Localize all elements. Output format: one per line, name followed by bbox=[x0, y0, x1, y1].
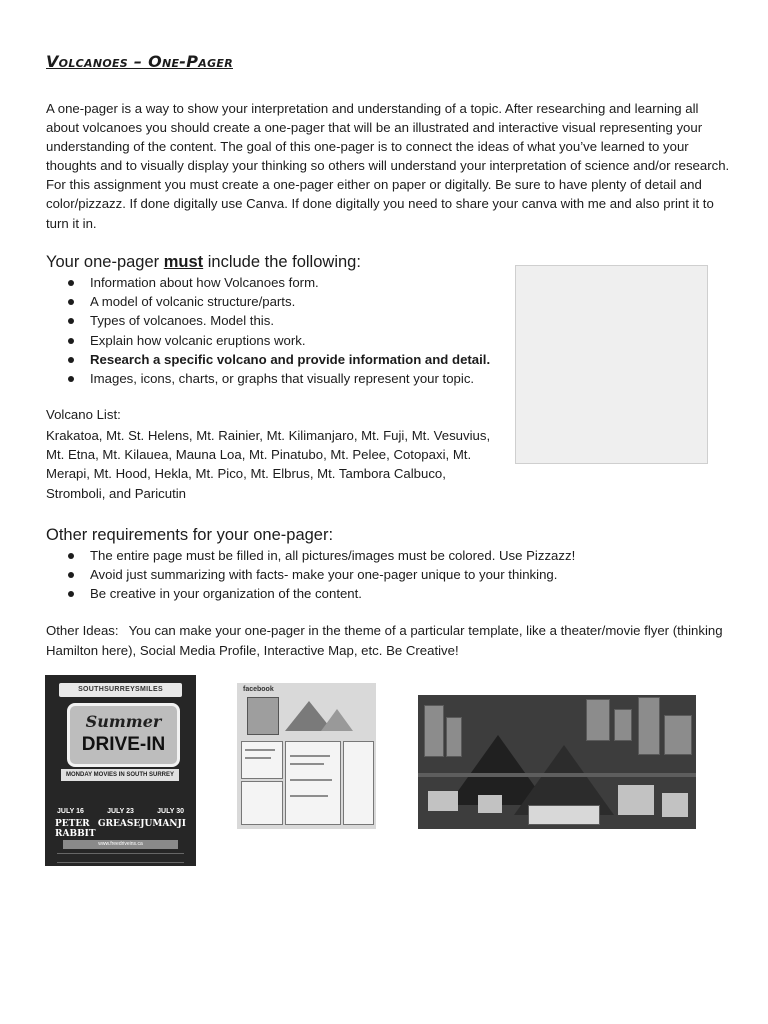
building-shape bbox=[664, 715, 692, 755]
list-item bbox=[62, 584, 575, 603]
image-placeholder bbox=[515, 265, 708, 464]
list-item-text: The entire page must be filled in, all pictures/images must be colored. Use Pizzazz! bbox=[90, 548, 576, 563]
building-shape bbox=[478, 795, 502, 813]
text-line bbox=[290, 795, 328, 797]
list-item bbox=[62, 369, 490, 388]
profile-header: facebook bbox=[243, 686, 274, 693]
must-include-list bbox=[62, 273, 490, 388]
poster-banner: MONDAY MOVIES IN SOUTH SURREY bbox=[61, 769, 179, 781]
list-item-text: Types of volcanoes. Model this. bbox=[90, 313, 274, 329]
building-shape bbox=[528, 805, 600, 825]
text-line bbox=[290, 763, 324, 765]
other-ideas-text: You can make your one-pager in the theme of a particular template, like a theater/movie flyer (thinking Hamilton here), Social Media Profile, Interactive Map, etc. Be Creative! bbox=[46, 623, 723, 658]
list-item bbox=[62, 273, 490, 292]
must-heading-start: Your one-pager bbox=[46, 253, 164, 271]
building-shape bbox=[424, 705, 444, 757]
building-shape bbox=[662, 793, 688, 817]
bullet-icon bbox=[68, 572, 74, 578]
building-shape bbox=[638, 697, 660, 755]
poster-dates bbox=[57, 808, 184, 815]
profile-panel bbox=[241, 781, 283, 825]
building-shape bbox=[614, 709, 632, 741]
page-title: Volcanoes – One-Pager bbox=[46, 52, 233, 71]
profile-portrait bbox=[247, 697, 279, 735]
list-item bbox=[62, 292, 490, 311]
social-profile-image bbox=[237, 683, 376, 829]
list-item-text: A model of volcanic structure/parts. bbox=[90, 294, 296, 310]
pyramid-shape bbox=[321, 709, 353, 731]
poster-date: JULY 23 bbox=[107, 808, 134, 815]
drive-in-poster-image bbox=[45, 675, 196, 866]
volcano-list-label: Volcano List: bbox=[46, 407, 121, 422]
list-item-text: Avoid just summarizing with facts- make your one-pager unique to your thinking. bbox=[90, 567, 558, 583]
text-line bbox=[245, 757, 271, 759]
bullet-icon bbox=[68, 376, 74, 382]
must-emphasis: must bbox=[163, 253, 204, 271]
other-ideas-label: Other Ideas: bbox=[46, 623, 119, 638]
poster-url: www.freedriveins.ca bbox=[63, 840, 178, 849]
profile-panel bbox=[241, 741, 283, 779]
list-item-text: Images, icons, charts, or graphs that visually represent your topic. bbox=[90, 371, 475, 387]
bullet-icon bbox=[68, 553, 74, 559]
list-item-text: Information about how Volcanoes form. bbox=[90, 275, 319, 290]
poster-date: JULY 16 bbox=[57, 808, 84, 815]
intro-paragraph: A one-pager is a way to show your interpretation and understanding of a topic. After researching and learning all about volcanoes you should create a one-pager that will be an illustrated and interactive visual representing your understanding of the content. The goal of this one-pager is to connect the ideas of what you’ve learned to your thoughts and to visually display your thinking so others will understand your interpretation of science and/or research. For this assignment you must create a one-pager either on paper or digitally. Be sure to have plenty of detail and color/pizzazz. If done digitally use Canva. If done digitally you need to share your canva with me and also print it to turn it in. bbox=[46, 101, 730, 231]
building-shape bbox=[586, 699, 610, 741]
list-item-text: Be creative in your organization of the content. bbox=[90, 586, 362, 602]
list-item bbox=[62, 311, 490, 330]
profile-panel bbox=[285, 741, 341, 825]
poster-date: JULY 30 bbox=[157, 808, 184, 815]
bullet-icon bbox=[68, 280, 74, 286]
bullet-icon bbox=[68, 338, 74, 344]
building-shape bbox=[618, 785, 654, 815]
poster-title-line1: Summer bbox=[85, 712, 162, 731]
bullet-icon bbox=[68, 591, 74, 597]
poster-films bbox=[55, 819, 186, 839]
poster-film: PETER RABBIT bbox=[55, 819, 96, 839]
building-shape bbox=[428, 791, 458, 811]
text-line bbox=[245, 749, 275, 751]
profile-panel bbox=[343, 741, 374, 825]
list-item-text: Explain how volcanic eruptions work. bbox=[90, 332, 306, 348]
list-item-text: Research a specific volcano and provide information and detail. bbox=[90, 351, 491, 367]
other-ideas bbox=[46, 621, 736, 660]
list-item bbox=[62, 565, 575, 584]
poster-fine-print bbox=[57, 853, 184, 863]
must-include-heading bbox=[46, 253, 361, 272]
poster-header: SOUTHSURREYSMILES bbox=[59, 683, 182, 697]
other-requirements-heading: Other requirements for your one-pager: bbox=[46, 526, 334, 544]
volcano-list: Krakatoa, Mt. St. Helens, Mt. Rainier, Mt. Kilimanjaro, Mt. Fuji, Mt. Vesuvius, Mt. Etna, Mt. Kilauea, Mauna Loa, Mt. Pinatubo, Mt. Pelee, Cotopaxi, Mt. Merapi, Mt. Hood, Hekla, Mt. Pico, Mt. Elbrus, Mt. Tambora Calbuco, Stromboli, and Paricutin bbox=[46, 428, 491, 501]
poster-film: JUMANJI bbox=[140, 819, 186, 829]
road-shape bbox=[418, 773, 696, 777]
list-item bbox=[62, 331, 490, 350]
bullet-icon bbox=[68, 318, 74, 324]
bullet-icon bbox=[68, 357, 74, 363]
drive-in-sign bbox=[67, 703, 180, 767]
poster-title-line2: DRIVE-IN bbox=[81, 734, 166, 755]
must-heading-end: include the following: bbox=[203, 253, 361, 271]
poster-film: GREASE bbox=[97, 819, 141, 829]
list-item bbox=[62, 546, 575, 565]
other-requirements-list bbox=[62, 546, 575, 604]
bullet-icon bbox=[68, 299, 74, 305]
list-item bbox=[62, 350, 490, 369]
interactive-map-image bbox=[418, 695, 696, 829]
text-line bbox=[290, 755, 330, 757]
text-line bbox=[290, 779, 332, 781]
